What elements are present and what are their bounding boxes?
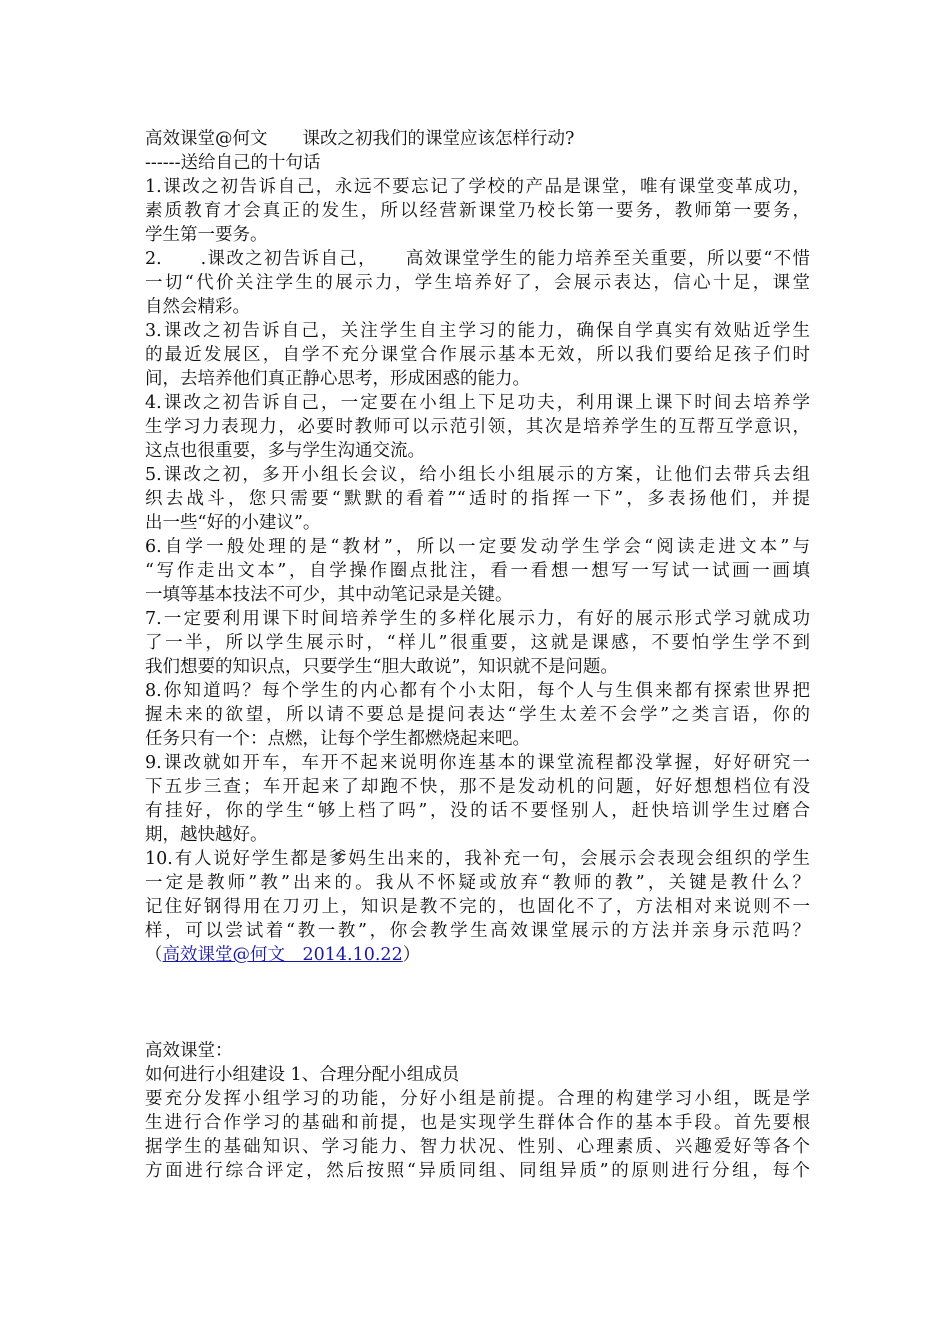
item-2 bbox=[145, 247, 810, 319]
item-10 bbox=[145, 847, 810, 943]
item-line: 自然会精彩。 bbox=[145, 297, 250, 317]
item-8 bbox=[145, 679, 810, 751]
item-4 bbox=[145, 391, 810, 463]
item-line: 素质教育才会真正的发生，所以经营新课堂乃校长第一要务，教师第一要务， bbox=[145, 201, 810, 221]
item-line: 3.课改之初告诉自己，关注学生自主学习的能力，确保自学真实有效贴近学生 bbox=[145, 321, 810, 341]
item-line: 一填等基本技法不可少，其中动笔记录是关键。 bbox=[145, 585, 513, 605]
item-line: 一定是教师”教”出来的。我从不怀疑或放弃“教师的教”，关键是教什么？ bbox=[145, 873, 810, 893]
item-line: 出一些“好的小建议”。 bbox=[145, 513, 321, 533]
item-9 bbox=[145, 751, 810, 847]
item-line: 生学习力表现力，必要时教师可以示范引领，其次是培养学生的互帮互学意识， bbox=[145, 417, 810, 437]
item-line: 织去战斗，您只需要“默默的看着”“适时的指挥一下”，多表扬他们，并提 bbox=[145, 489, 810, 509]
item-line: 5.课改之初，多开小组长会议，给小组长小组展示的方案，让他们去带兵去组 bbox=[145, 465, 810, 485]
section2-title: 高效课堂： bbox=[145, 1041, 233, 1061]
item-line: 这点也很重要，多与学生沟通交流。 bbox=[145, 441, 425, 461]
item-line: 2. .课改之初告诉自己， 高效课堂学生的能力培养至关重要，所以要“不惜 bbox=[145, 249, 810, 269]
item-line: 8.你知道吗？每个学生的内心都有个小太阳，每个人与生俱来都有探索世界把 bbox=[145, 681, 810, 701]
item-5 bbox=[145, 463, 810, 535]
item-line: 一切“代价关注学生的展示力，学生培养好了，会展示表达，信心十足，课堂 bbox=[145, 273, 810, 293]
item-line: 1.课改之初告诉自己，永远不要忘记了学校的产品是课堂，唯有课堂变革成功， bbox=[145, 177, 810, 197]
signature-link[interactable]: 高效课堂@何文 2014.10.22 bbox=[162, 945, 403, 965]
item-line: 下五步三查；车开起来了却跑不快，那不是发动机的问题，好好想想档位有没 bbox=[145, 777, 810, 797]
item-line: 间，去培养他们真正静心思考，形成困惑的能力。 bbox=[145, 369, 530, 389]
document-subtitle: ------送给自己的十句话 bbox=[145, 153, 321, 173]
signature-close-paren: ） bbox=[402, 945, 421, 965]
item-3 bbox=[145, 319, 810, 391]
item-1 bbox=[145, 175, 810, 247]
item-line: 的最近发展区，自学不充分课堂合作展示基本无效，所以我们要给足孩子们时 bbox=[145, 345, 810, 365]
item-line: 10.有人说好学生都是爹妈生出来的，我补充一句，会展示会表现会组织的学生 bbox=[145, 849, 810, 869]
item-line: “写作走出文本”，自学操作圈点批注，看一看想一想写一写试一试画一画填 bbox=[145, 561, 810, 581]
section2-line: 据学生的基础知识、学习能力、智力状况、性别、心理素质、兴趣爱好等各个 bbox=[145, 1137, 810, 1157]
item-line: 9.课改就如开车，车开不起来说明你连基本的课堂流程都没掌握，好好研究一 bbox=[145, 753, 810, 773]
item-line: 样，可以尝试着“教一教”，你会教学生高效课堂展示的方法并亲身示范吗？ bbox=[145, 921, 810, 941]
item-7 bbox=[145, 607, 810, 679]
section2-line: 方面进行综合评定，然后按照“异质同组、同组异质”的原则进行分组，每个 bbox=[145, 1161, 810, 1181]
item-line: 期，越快越好。 bbox=[145, 825, 268, 845]
signature-line bbox=[145, 943, 810, 967]
document-title: 高效课堂@何文 课改之初我们的课堂应该怎样行动? bbox=[145, 129, 575, 149]
item-line: 握未来的欲望，所以请不要总是提问表达“学生太差不会学”之类言语，你的 bbox=[145, 705, 810, 725]
section2-line: 生进行合作学习的基础和前提，也是实现学生群体合作的基本手段。首先要根 bbox=[145, 1113, 810, 1133]
section2-subtitle: 如何进行小组建设 1、合理分配小组成员 bbox=[145, 1065, 460, 1085]
item-line: 7.一定要利用课下时间培养学生的多样化展示力，有好的展示形式学习就成功 bbox=[145, 609, 810, 629]
item-line: 任务只有一个：点燃，让每个学生都燃烧起来吧。 bbox=[145, 729, 530, 749]
item-line: 有挂好，你的学生“够上档了吗”，没的话不要怪别人，赶快培训学生过磨合 bbox=[145, 801, 810, 821]
signature-open-paren: （ bbox=[145, 945, 163, 965]
item-line: 6.自学一般处理的是“教材”，所以一定要发动学生学会“阅读走进文本”与 bbox=[145, 537, 810, 557]
document-page bbox=[145, 127, 810, 1183]
item-6 bbox=[145, 535, 810, 607]
section2-line: 要充分发挥小组学习的功能，分好小组是前提。合理的构建学习小组，既是学 bbox=[145, 1089, 810, 1109]
item-line: 了一半，所以学生展示时，“样儿”很重要，这就是课感，不要怕学生学不到 bbox=[145, 633, 810, 653]
item-line: 我们想要的知识点，只要学生“胆大敢说”，知识就不是问题。 bbox=[145, 657, 618, 677]
item-line: 学生第一要务。 bbox=[145, 225, 268, 245]
item-line: 4.课改之初告诉自己，一定要在小组上下足功夫，利用课上课下时间去培养学 bbox=[145, 393, 810, 413]
item-line: 记住好钢得用在刀刃上，知识是教不完的，也固化不了，方法相对来说则不一 bbox=[145, 897, 810, 917]
section-spacer bbox=[145, 967, 810, 1039]
